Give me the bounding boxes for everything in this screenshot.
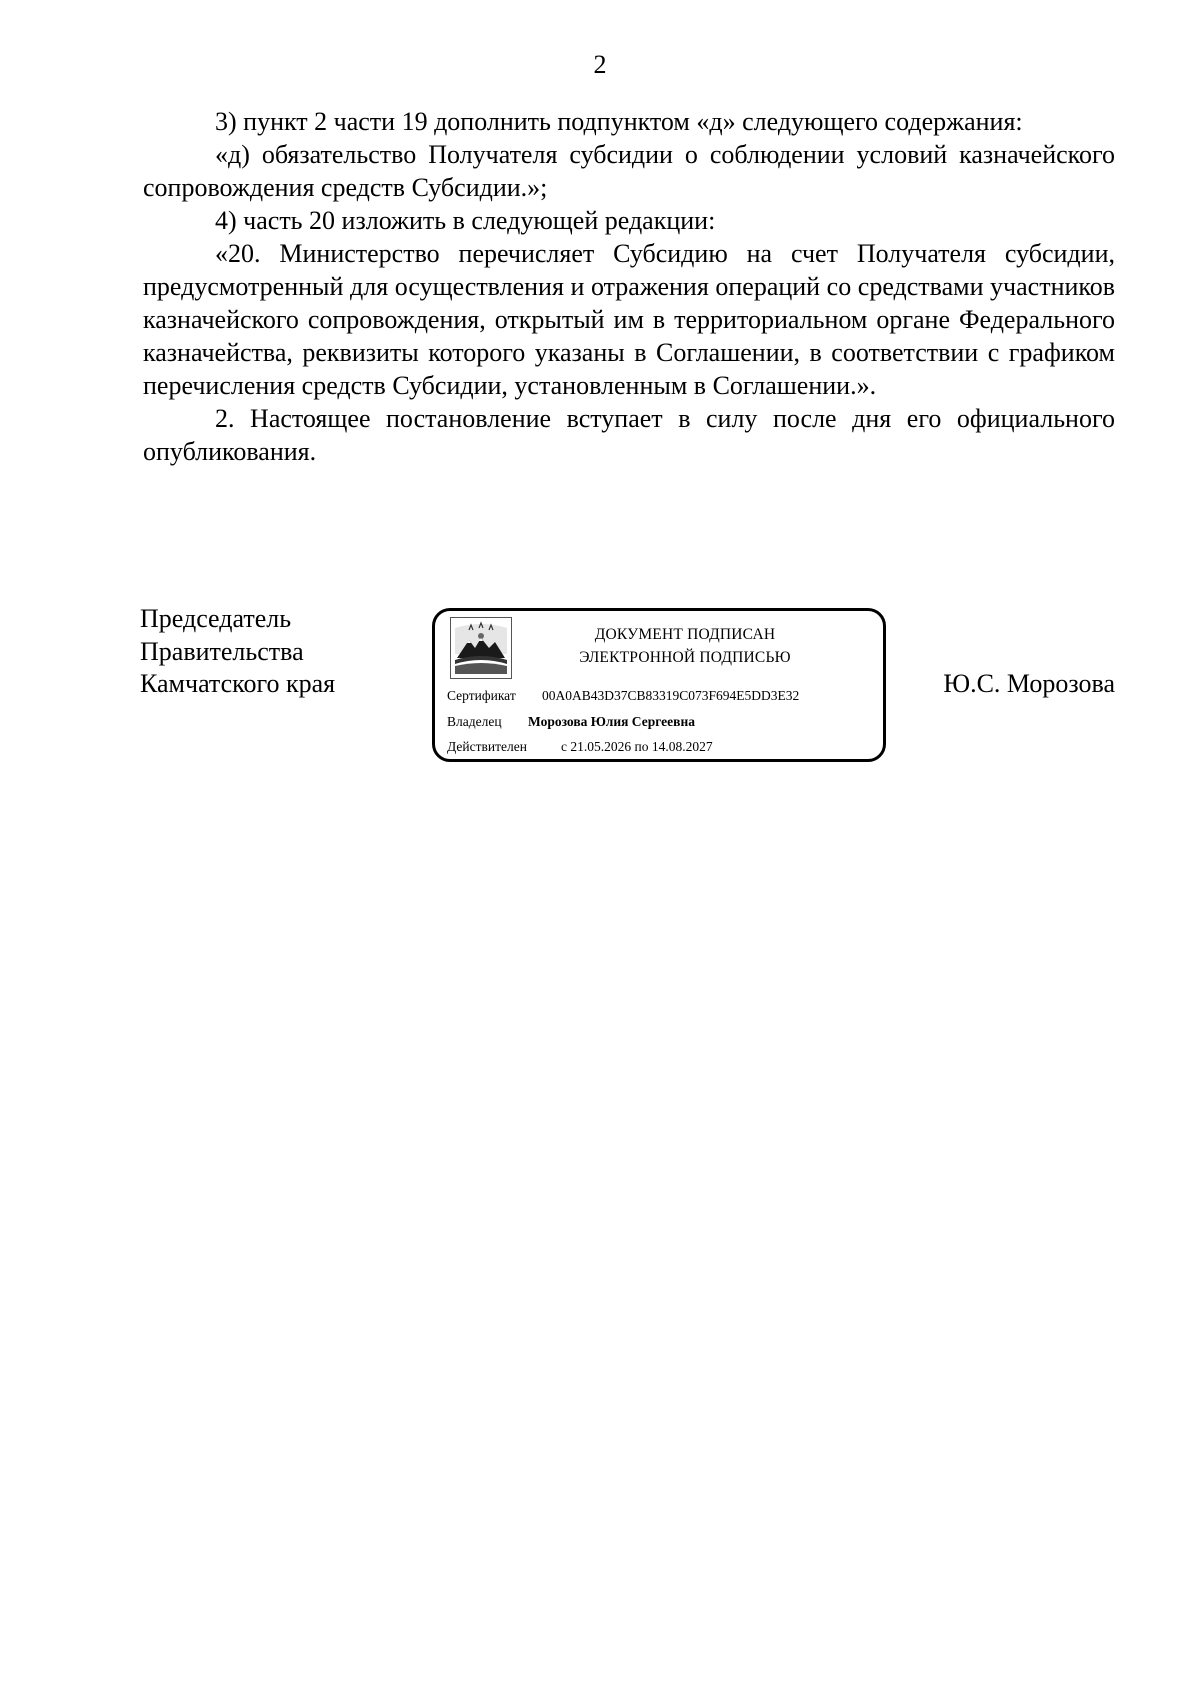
stamp-title — [530, 623, 840, 669]
paragraph-item-3: 3) пункт 2 части 19 дополнить подпунктом «д» следующего содержания: — [215, 107, 1023, 136]
certificate-label: Сертификат — [447, 688, 516, 703]
paragraph-item-4: 4) часть 20 изложить в следующей редакции: — [215, 206, 716, 235]
electronic-signature-stamp — [432, 608, 886, 762]
validity-value: с 21.05.2026 по 14.08.2027 — [561, 739, 713, 754]
stamp-certificate-row — [447, 687, 800, 705]
paragraph-subitem-d: «д) обязательство Получателя субсидии о соблюдении условий казначейского сопровождения средств Субсидии.»; — [143, 140, 1115, 202]
paragraph-clause-2: 2. Настоящее постановление вступает в силу после дня его официального опубликования. — [143, 404, 1115, 466]
signer-position-line: Председатель — [140, 604, 292, 633]
page-number: 2 — [593, 50, 607, 79]
signer-position-line: Правительства — [140, 636, 304, 666]
paragraph-part-20: «20. Министерство перечисляет Субсидию на счет Получателя субсидии, предусмотренный для осуществления и отражения операций со средствами участников казначейского сопровождения, открытый им в территориальном органе Федерального казначейства, реквизиты которого указаны в Соглашении, в соответствии с графиком перечисления средств Субсидии, установленным в Соглашении.». — [143, 239, 1115, 400]
owner-value: Морозова Юлия Сергеевна — [528, 714, 695, 729]
owner-label: Владелец — [447, 714, 502, 729]
certificate-value: 00A0AB43D37CB83319C073F694E5DD3E32 — [542, 688, 800, 703]
document-body — [143, 105, 1115, 468]
stamp-validity-row — [447, 738, 713, 756]
stamp-title-line-1: ДОКУМЕНТ ПОДПИСАН — [594, 626, 776, 643]
signer-name: Ю.С. Морозова — [943, 669, 1115, 698]
signer-position-line: Камчатского края — [140, 669, 336, 698]
validity-label: Действителен — [447, 739, 527, 754]
stamp-owner-row — [447, 713, 695, 731]
signer-position — [140, 603, 335, 701]
kamchatka-coat-of-arms-icon — [450, 617, 512, 679]
stamp-title-line-2: ЭЛЕКТРОННОЙ ПОДПИСЬЮ — [579, 649, 791, 666]
